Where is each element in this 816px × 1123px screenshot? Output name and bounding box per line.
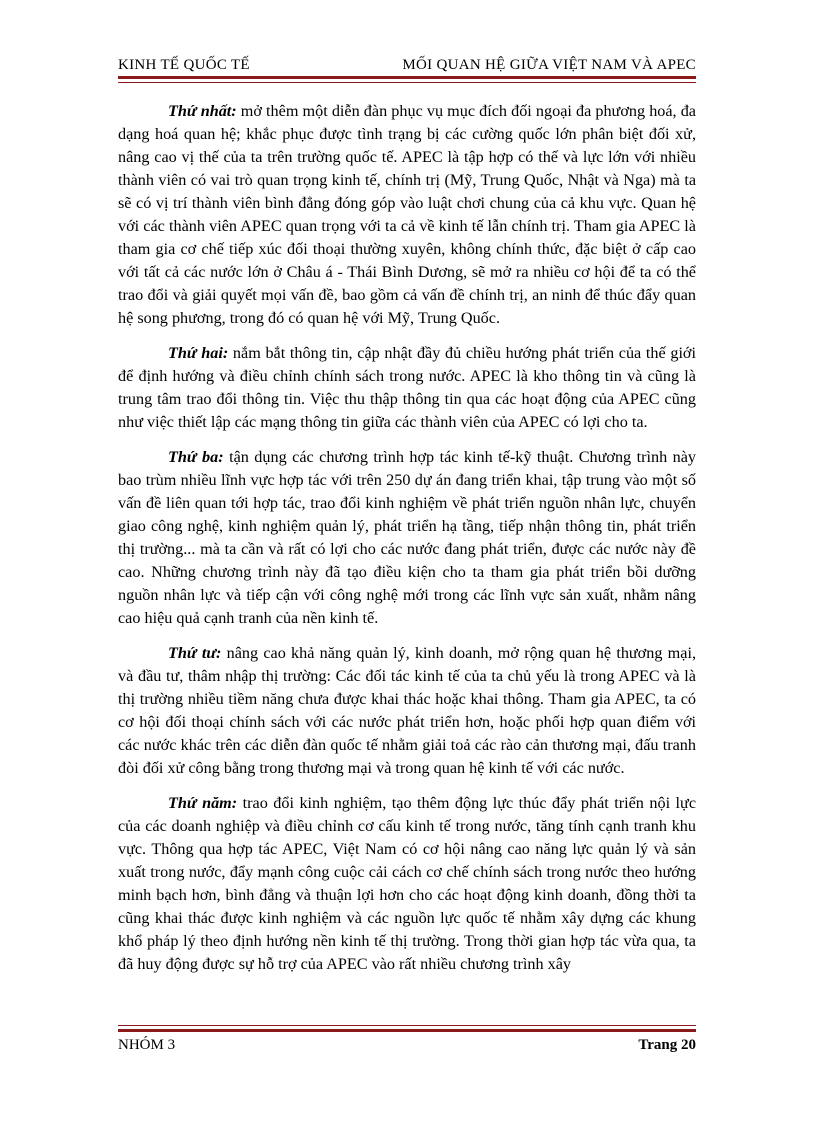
header-left-title: KINH TẾ QUỐC TẾ bbox=[118, 57, 250, 73]
header-rule bbox=[118, 76, 696, 84]
paragraph-thu-hai bbox=[118, 342, 696, 434]
paragraph-thu-nhat bbox=[118, 100, 696, 330]
footer-rule-thin bbox=[118, 1025, 696, 1026]
paragraph-lead: Thứ năm: bbox=[168, 794, 238, 812]
paragraph-text: tận dụng các chương trình hợp tác kinh tế-kỹ thuật. Chương trình này bao trùm nhiều lĩnh vực hợp tác với trên 250 dự án đang triển khai, tập trung vào một số vấn đề liên quan tới hợp tác, trao đổi kinh nghiệm về phát triển nguồn nhân lực, chuyển giao công nghệ, kinh nghiệm quản lý, phát triển hạ tầng, tiếp nhận thông tin, phát triển thị trường... mà ta cần và rất có lợi cho các nước đang phát triển, được các nước này đề cao. Những chương trình này đã tạo điều kiện cho ta tham gia phát triển bồi dưỡng nguồn nhân lực và tiếp cận với công nghệ mới trong các lĩnh vực sản xuất, nhằm nâng cao hiệu quả cạnh tranh của nền kinh tế. bbox=[118, 448, 696, 627]
header-right-title: MỐI QUAN HỆ GIỮA VIỆT NAM VÀ APEC bbox=[402, 57, 696, 73]
paragraph-lead: Thứ tư: bbox=[168, 644, 222, 662]
paragraph-text: nắm bắt thông tin, cập nhật đầy đủ chiều hướng phát triển của thế giới để định hướng và điều chỉnh chính sách trong nước. APEC là kho thông tin và cũng là trung tâm trao đổi thông tin. Việc thu thập thông tin qua các hoạt động của APEC cũng như việc thiết lập các mạng thông tin giữa các thành viên của APEC có lợi cho ta. bbox=[118, 344, 696, 431]
paragraph-text: nâng cao khả năng quản lý, kinh doanh, mở rộng quan hệ thương mại, và đầu tư, thâm nhập thị trường: Các đối tác kinh tế của ta chủ yếu là trong APEC và là thị trường nhiều tiềm năng chưa được khai thác hoặc khai thông. Tham gia APEC, ta có cơ hội đối thoại chính sách với các nước phát triển hơn, hoặc phối hợp quan điểm với các nước khác trên các diễn đàn quốc tế nhằm giải toả các rào cản thương mại, đấu tranh đòi đối xử công bằng trong thương mại và trong quan hệ kinh tế với các nước. bbox=[118, 644, 696, 777]
page-header bbox=[118, 50, 696, 74]
paragraph-lead: Thứ hai: bbox=[168, 344, 229, 362]
paragraph-lead: Thứ ba: bbox=[168, 448, 224, 466]
footer-rule-thick bbox=[118, 1029, 696, 1032]
paragraph-thu-nam bbox=[118, 792, 696, 976]
header-rule-thick bbox=[118, 76, 696, 79]
paragraph-lead: Thứ nhất: bbox=[168, 102, 237, 120]
footer-rule bbox=[118, 1025, 696, 1033]
page-footer bbox=[118, 1037, 696, 1054]
header-rule-thin bbox=[118, 82, 696, 83]
paragraph-text: trao đổi kinh nghiệm, tạo thêm động lực thúc đẩy phát triển nội lực của các doanh nghiệp và điều chỉnh cơ cấu kinh tế trong nước, tăng tính cạnh tranh khu vực. Thông qua hợp tác APEC, Việt Nam có cơ hội nâng cao năng lực quản lý và sản xuất trong nước, đẩy mạnh công cuộc cải cách cơ chế chính sách trong nước theo hướng minh bạch hơn, bình đẳng và thuận lợi hơn cho các hoạt động kinh doanh, đồng thời ta cũng khai thác được kinh nghiệm và các nguồn lực quốc tế nhằm xây dựng các khung khổ pháp lý theo định hướng nền kinh tế thị trường. Trong thời gian hợp tác vừa qua, ta đã huy động được sự hỗ trợ của APEC vào rất nhiều chương trình xây bbox=[118, 794, 697, 973]
footer-group-label: NHÓM 3 bbox=[118, 1037, 176, 1053]
document-body bbox=[118, 100, 696, 988]
paragraph-thu-ba bbox=[118, 446, 696, 630]
page-number: Trang 20 bbox=[638, 1037, 696, 1053]
paragraph-thu-tu bbox=[118, 642, 696, 780]
paragraph-text: mở thêm một diễn đàn phục vụ mục đích đối ngoại đa phương hoá, đa dạng hoá quan hệ; khắc phục được tình trạng bị các cường quốc lớn phân biệt đối xử, nâng cao vị thế của ta trên trường quốc tế. APEC là tập hợp có thế và lực lớn với nhiều thành viên có vai trò quan trọng kinh tế, chính trị (Mỹ, Trung Quốc, Nhật và Nga) mà ta sẽ có vị trí thành viên bình đẳng đóng góp vào luật chơi chung của cả khu vực. Quan hệ với các thành viên APEC quan trọng với ta cả về kinh tế lẫn chính trị. Tham gia APEC là tham gia cơ chế tiếp xúc đối thoại thường xuyên, không chính thức, đặc biệt ở cấp cao với tất cả các nước lớn ở Châu á - Thái Bình Dương, sẽ mở ra nhiều cơ hội để ta có thể trao đổi và giải quyết mọi vấn đề, bao gồm cả vấn đề chính trị, an ninh để thúc đẩy quan hệ song phương, trong đó có quan hệ với Mỹ, Trung Quốc. bbox=[118, 102, 696, 327]
